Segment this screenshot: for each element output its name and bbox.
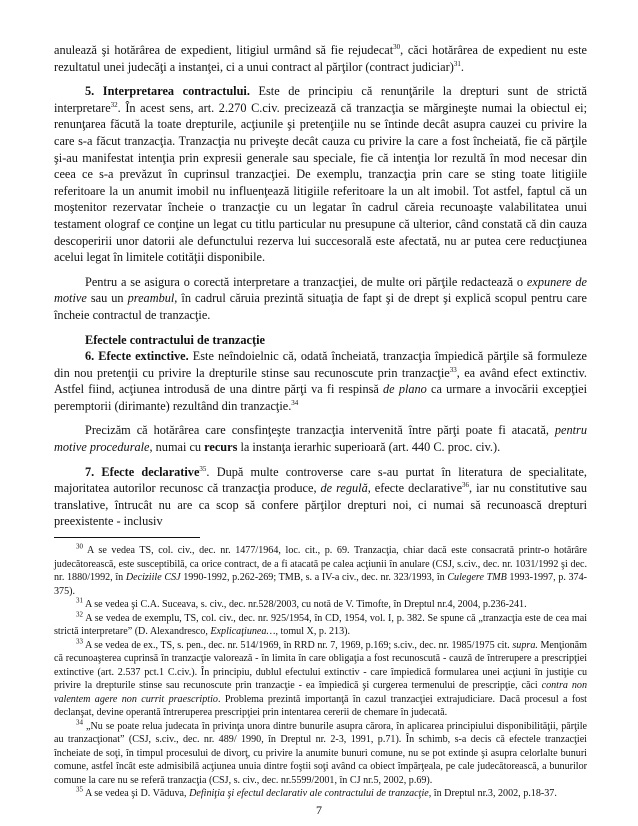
text-run: . În acest sens, art. 2.270 C.civ. precizează că tranzacţia se mărgineşte numai la obiectul ei; renunţarea făcută la toate drepturile, acţiunile şi pretenţiile nu se întinde decât asupra cauzei cu privire la care s-a făcut tranzacţia. Tranzacţia nu priveşte decât cauza cu privire la care a fost încheiată, fie că părţile şi-au manifestat intenţia prin expresii generale sau speciale, fie că intenţia lor rezultă în mod necesar din ceea ce s-a prevăzut în cuprinsul tranzacţiei. De exemplu, tranzacţia prin care se sting toate litigiile referitoare la un anumit imobil nu influenţează litigiile referitoare la un alt imobil. Tot astfel, faptul că un moştenitor rezervatar încheie o tranzacţie cu un legatar în cadrul căreia recunoaşte valabilitatea unui testament olograf ce conţine un legat cu titlu particular nu presupune că ulterior, când constată că din cauza descoperirii unor datorii ale defunctului rezerva lui succesorală este afectată, nu ar putea cere reducţiunea acelui legat în limitele cotităţii disponibile. [54, 100, 587, 265]
text-run: Este de principiu că renunţările la drepturi sunt de strictă interpretare [54, 84, 587, 115]
text-run: Pentru a se asigura o corectă interpretare a tranzacţiei, de multe ori părţile redactează o [85, 274, 527, 289]
document-page [54, 42, 587, 801]
footnote-34 [54, 720, 587, 788]
text-run: 1990-1992, p.262-269; TMB, s. a IV-a civ., dec. nr. 323/1993, în [180, 572, 448, 584]
text-run: A se vedea şi D. Văduva, [83, 788, 190, 800]
text-run: . [460, 59, 464, 74]
italic-term: contra non valentem agere non currit praescriptio [54, 680, 587, 705]
footnote-ref[interactable]: 34 [291, 398, 299, 407]
paragraph-interpretare [54, 83, 587, 266]
footnote-ref[interactable]: 33 [449, 365, 457, 374]
text-run: Precizăm că hotărârea care consfinţeşte tranzacţia intervenită între părţi poate fi atacată, [85, 423, 555, 438]
italic-term: Definiţia şi efectul declarativ ale contractului de tranzacţie [189, 788, 429, 800]
text-run: A se vedea şi C.A. Suceava, s. civ., dec. nr.528/2003, cu notă de V. Timofte, în Dreptul nr.4, 2004, p.236-241. [83, 599, 527, 611]
italic-term: supra. [512, 639, 538, 651]
footnote-separator [54, 537, 200, 538]
italic-term: expunere de motive [54, 274, 587, 306]
footnote-ref[interactable]: 31 [453, 59, 461, 68]
text-run: , ea având efect extinctiv. Astfel fiind, acţiunea introdusă de una dintre părţi va fi respinsă [54, 365, 587, 397]
text-run: , în cadrul căruia prezintă situaţia de fapt şi de drept şi explică scopul pentru care încheie contractul de tranzacţie. [54, 291, 587, 322]
footnote-number: 30 [76, 542, 83, 551]
text-run: Menţionăm că recunoaşterea cuprinsă în tranzacţie valorează - în limita în care obligaţia a fost recunoscută - cauză de întrerupere a prescripţiei extinctive (art. 2.537 pct.1 C.civ.). În principiu, dublul efectului extinctiv - care împiedică formularea unei acţiuni în justiţie cu privire la drepturile stinse sau recunoscute prin tranzacţie - ea împiedică şi curgerea termenului de prescripţie, căci [54, 639, 587, 692]
effects-heading [54, 332, 587, 349]
section-heading: 7. Efecte declarative [85, 464, 200, 479]
text-run: , numai cu [149, 440, 205, 455]
italic-term: pentru motive procedurale [54, 423, 587, 455]
text-run: . Problema prezintă importanţă în cazul tranzacţiei extrajudiciare. Dacă procesul a fost declanşat, devine operantă întreruperea prescripţiei prin intentarea cererii de chemare în judecată. [54, 693, 587, 719]
footnote-number: 32 [76, 610, 83, 619]
text-run: sau un [86, 291, 128, 306]
footnote-number: 33 [76, 637, 83, 646]
text-run: ca urmare a invocării excepţiei peremptorii (dirimante) rezultând din tranzacţie. [54, 382, 587, 413]
text-run: „Nu se poate relua judecata în privinţa unora dintre bunurile asupra cărora, în aplicarea principiului disponibilităţii, părţile au tranzacţionat” (CSJ, s.civ., dec. nr. 489/ 1990, în Dreptul nr. 2-3, 1991, p.71). În schimb, s-a decis că efectele tranzacţiei încheiate de soţi, în timpul procesului de divorţ, cu privire la anumite bunuri comune, nu se pot extinde şi asupra celorlalte bunuri comune, astfel încât este admisibilă acţiunea unuia dintre foştii soţi având ca obiect împărţeala, pe cale judecătorească, a bunurilor comune la care nu se referă tranzacţia (CSJ, s. civ., dec. nr.5599/2001, în CJ nr.5, 2002, p.69). [54, 720, 587, 786]
italic-term: de plano [383, 382, 427, 397]
footnote-30 [54, 544, 587, 598]
italic-term: Explicaţiunea… [210, 626, 276, 638]
text-run: , căci hotărârea de expedient nu este rezultatul unei judecăţi a instanţei, ci a unui contract al părţilor (contract judiciar) [54, 43, 588, 74]
text-run: la instanţa ierarhic superioară (art. 440 C. proc. civ.). [237, 440, 501, 455]
text-run: A se vedea de exemplu, TS, col. civ., dec. nr. 925/1954, în CD, 1954, vol. I, p. 382. Se spune că „tranzacţia este de cea mai strictă interpretare” (D. Alexandresco, [54, 612, 587, 638]
text-run: , în Dreptul nr.3, 2002, p.18-37. [428, 788, 557, 800]
footnote-ref[interactable]: 32 [110, 100, 118, 109]
footnote-ref[interactable]: 36 [462, 481, 470, 490]
italic-term: de regulă [320, 481, 368, 496]
section-heading: 5. Interpretarea contractului. [85, 84, 250, 99]
footnote-number: 35 [76, 785, 83, 794]
bold-term: recurs [204, 440, 238, 455]
paragraph-efecte-extinctive [54, 348, 587, 414]
footnote-32 [54, 612, 587, 639]
footnote-ref[interactable]: 35 [199, 464, 207, 473]
footnote-33 [54, 639, 587, 720]
text-run: A se vedea TS, col. civ., dec. nr. 1477/1964, loc. cit., p. 69. Tranzacţia, chiar dacă este consacrată printr-o hotărâre judecătorească, este susceptibilă, ca orice contract, de a fi atacată pe calea acţiunii în anulare (CSJ, s.civ., dec. nr. 1031/1992 şi dec. nr. 1880/1992, în [54, 545, 587, 584]
section-heading: 6. Efecte extinctive. [85, 349, 189, 364]
text-run: A se vedea de ex., TS, s. pen., dec. nr. 514/1969, în RRD nr. 7, 1969, p.169; s.civ., dec. nr. 1985/1975 cit. [83, 639, 513, 651]
text-run: , iar nu constitutive sau translative, întrucât nu are ca scop să confere părţilor drepturi noi, ci numai să recunoască drepturi preexistente - inclusiv [54, 481, 587, 529]
text-run: Este neîndoielnic că, odată încheiată, tranzacţia împiedică părţile să formuleze din nou pretenţii cu privire la drepturile stinse sau recunoscute prin tranzacţie [54, 349, 587, 380]
footnote-ref[interactable]: 30 [393, 42, 401, 51]
italic-term: Culegere TMB [447, 572, 507, 584]
footnote-number: 34 [76, 718, 83, 727]
footnote-31 [54, 598, 587, 612]
footnotes [54, 544, 587, 801]
paragraph-efecte-declarative [54, 464, 587, 530]
italic-term: Deciziile CSJ [125, 572, 181, 584]
footnote-35 [54, 787, 587, 801]
paragraph-recurs [54, 422, 587, 455]
italic-term: preambul [127, 291, 175, 306]
footnote-number: 31 [76, 596, 83, 605]
paragraph-preambul [54, 274, 587, 324]
text-run: . După multe controverse care s-au purtat în literatura de specialitate, majoritatea autorilor recunosc că tranzacţia produce, [54, 464, 587, 496]
paragraph-judecata [54, 42, 587, 75]
text-run: , tomul X, p. 213). [275, 626, 351, 638]
text-run: , efecte declarative [367, 481, 463, 496]
subsection-heading: Efectele contractului de tranzacţie [85, 332, 265, 347]
page-number: 7 [316, 803, 322, 817]
text-run: 1993-1997, p. 374-375). [54, 572, 588, 597]
text-run: anulează şi hotărârea de expedient, litigiul urmând să fie rejudecat [54, 43, 394, 57]
